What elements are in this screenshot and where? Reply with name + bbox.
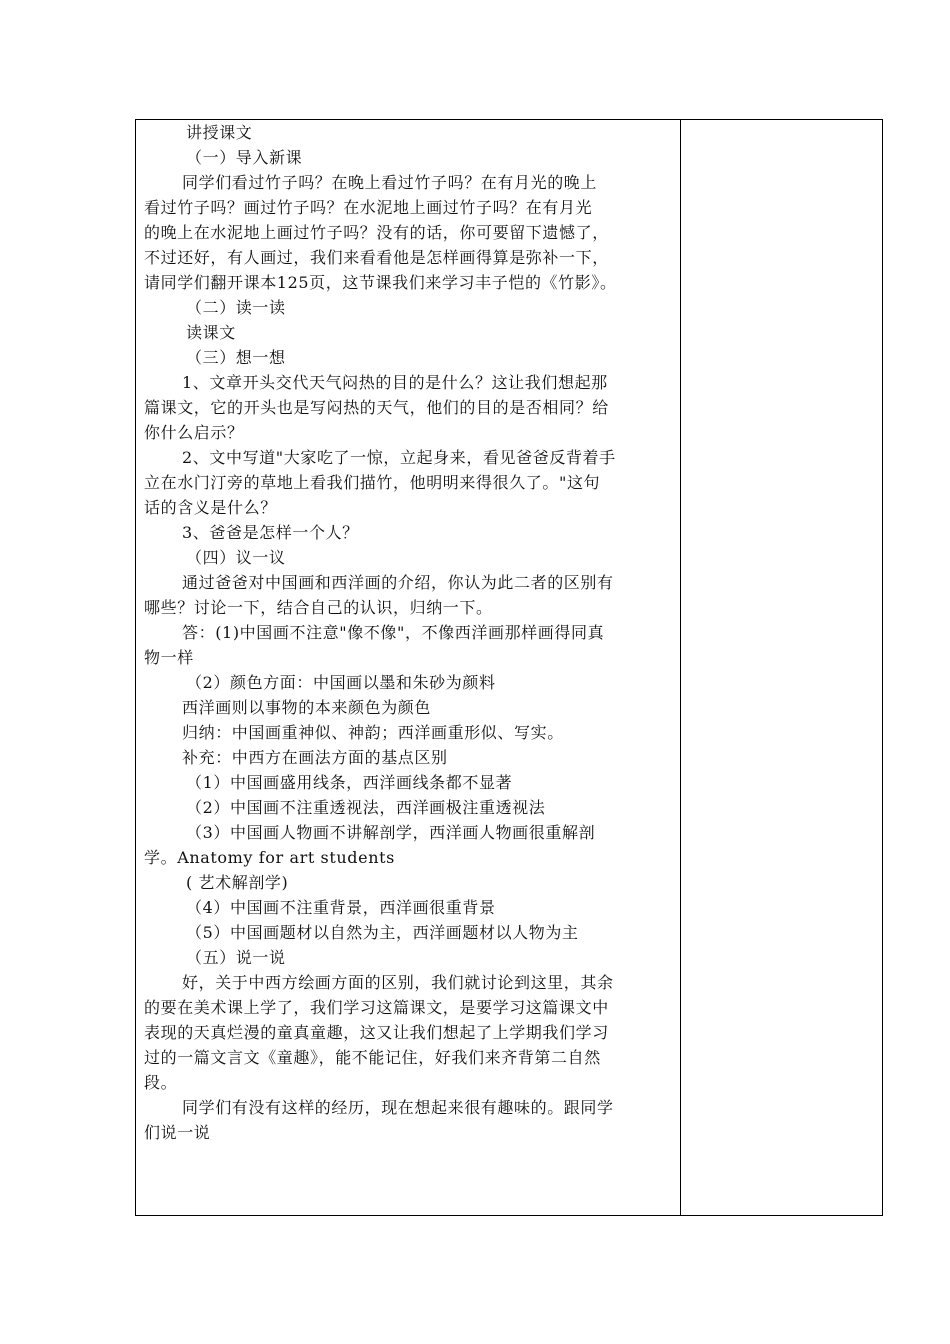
text-line: （2）颜色方面：中国画以墨和朱砂为颜料	[186, 673, 496, 692]
text-line: 的要在美术课上学了，我们学习这篇课文，是要学习这篇课文中	[144, 998, 609, 1017]
text-line: 1、文章开头交代天气闷热的目的是什么？这让我们想起那	[182, 373, 608, 392]
text-line: 讲授课文	[186, 123, 253, 142]
text-line: 好，关于中西方绘画方面的区别，我们就讨论到这里，其余	[182, 973, 614, 992]
text-line: （二）读一读	[186, 298, 286, 317]
text-line: 同学们看过竹子吗？在晚上看过竹子吗？在有月光的晚上	[182, 173, 598, 192]
text-line: （4）中国画不注重背景，西洋画很重背景	[186, 898, 496, 917]
text-line: 2、文中写道"大家吃了一惊，立起身来，看见爸爸反背着手	[182, 448, 616, 467]
text-line: （一）导入新课	[186, 148, 303, 167]
text-line: 西洋画则以事物的本来颜色为颜色	[182, 698, 432, 717]
text-line: （5）中国画题材以自然为主，西洋画题材以人物为主	[186, 923, 579, 942]
text-line: 学。Anatomy for art students	[144, 848, 395, 867]
lesson-content-cell	[144, 120, 674, 1145]
text-line: 看过竹子吗？画过竹子吗？在水泥地上画过竹子吗？在有月光	[144, 198, 593, 217]
text-line: 归纳：中国画重神似、神韵；西洋画重形似、写实。	[182, 723, 564, 742]
notes-cell	[681, 120, 882, 1215]
text-line: 哪些？讨论一下，结合自己的认识，归纳一下。	[144, 598, 493, 617]
text-line: 请同学们翻开课本125页，这节课我们来学习丰子恺的《竹影》。	[144, 273, 617, 292]
text-line: 过的一篇文言文《童趣》，能不能记住，好我们来齐背第二自然	[144, 1048, 601, 1067]
text-line: （1）中国画盛用线条，西洋画线条都不显著	[186, 773, 513, 792]
text-line: 答：(1)中国画不注意"像不像"，不像西洋画那样画得同真	[182, 623, 605, 642]
text-line: （五）说一说	[186, 948, 286, 967]
text-line: 段。	[144, 1073, 178, 1092]
text-line: 立在水门汀旁的草地上看我们描竹，他明明来得很久了。"这句	[144, 473, 601, 492]
text-line: 的晚上在水泥地上画过竹子吗？没有的话，你可要留下遗憾了，	[144, 223, 609, 242]
lesson-table	[135, 119, 883, 1216]
text-line: 你什么启示？	[144, 423, 244, 442]
text-line: 通过爸爸对中国画和西洋画的介绍，你认为此二者的区别有	[182, 573, 614, 592]
text-line: 同学们有没有这样的经历，现在想起来很有趣味的。跟同学	[182, 1098, 614, 1117]
text-line: （2）中国画不注重透视法，西洋画极注重透视法	[186, 798, 546, 817]
text-line: 不过还好，有人画过，我们来看看他是怎样画得算是弥补一下，	[144, 248, 609, 267]
text-line: 读课文	[186, 323, 236, 342]
text-line: 表现的天真烂漫的童真童趣，这又让我们想起了上学期我们学习	[144, 1023, 609, 1042]
text-line: 话的含义是什么？	[144, 498, 277, 517]
text-line: ( 艺术解剖学)	[186, 873, 289, 892]
text-line: 补充：中西方在画法方面的基点区别	[182, 748, 448, 767]
text-line: 3、爸爸是怎样一个人？	[182, 523, 359, 542]
text-line: 篇课文，它的开头也是写闷热的天气，他们的目的是否相同？给	[144, 398, 609, 417]
text-line: 物一样	[144, 648, 194, 667]
text-line: 们说一说	[144, 1123, 211, 1142]
text-line: （三）想一想	[186, 348, 286, 367]
text-line: （四）议一议	[186, 548, 286, 567]
text-line: （3）中国画人物画不讲解剖学，西洋画人物画很重解剖	[186, 823, 596, 842]
